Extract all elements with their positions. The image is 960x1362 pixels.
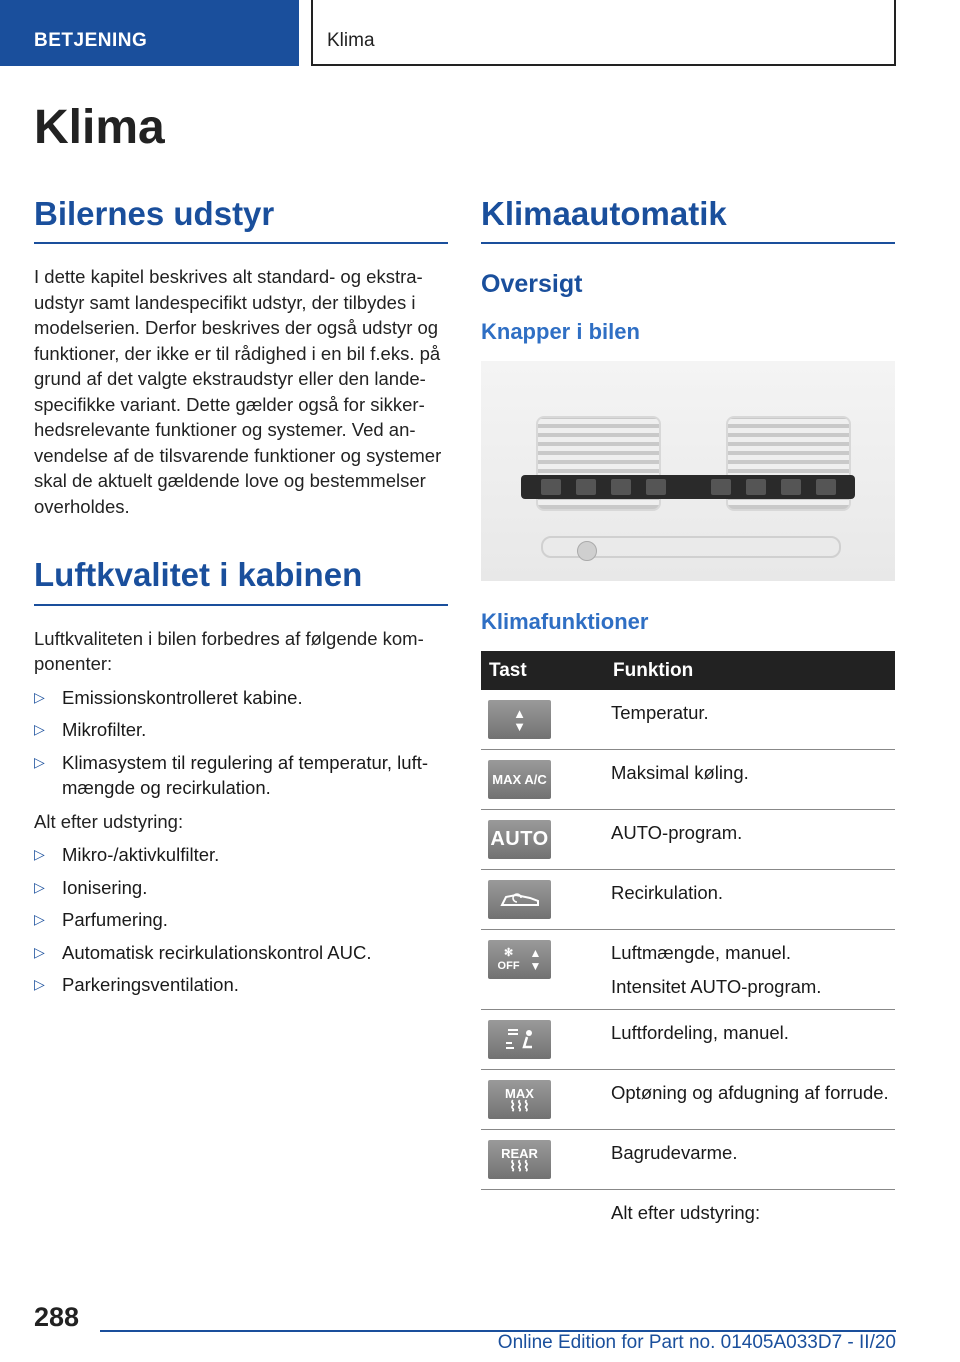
triangle-bullet-icon: ▷ [34, 878, 45, 895]
triangle-bullet-icon: ▷ [34, 721, 45, 738]
heading-bilernes-udstyr: Bilernes udstyr [34, 190, 448, 244]
rear-defrost-icon: REAR ⌇⌇⌇ [488, 1140, 551, 1179]
left-column [34, 190, 448, 1006]
table-row: AUTO AUTO-program. [481, 810, 895, 870]
heading-klimaautomatik: Klimaautomatik [481, 190, 895, 244]
triangle-bullet-icon: ▷ [34, 976, 45, 993]
intro-paragraph: I dette kapitel beskrives alt standard- og ekstraudstyr samt landespecifikt udstyr, der tilbydes i modelserien. Derfor beskrives der også udstyr og funktioner, der ikke er til rådighed i en bil f.eks. på grund af det valgte ekstraudstyr eller den landespecifikke variant. Dette gælder også for sikkerhedsrelevante funktioner og systemer. Ved anvendelse af de tilsvarende funktioner og systemer skal de aktuelt gældende love og bestemmelser overholdes. [34, 266, 442, 517]
list-item: ▷ Mikro-/aktivkulfilter. [34, 842, 448, 868]
function-table [481, 651, 895, 1236]
page-header [0, 0, 960, 66]
temperature-arrows-icon: ▲ ▼ [488, 700, 551, 739]
recirculation-icon [488, 880, 551, 919]
table-row: Alt efter udstyring: [611, 1202, 761, 1224]
panel-button [541, 479, 561, 495]
triangle-bullet-icon: ▷ [34, 911, 45, 928]
optional-list [34, 842, 448, 998]
max-ac-icon: MAX A/C [488, 760, 551, 799]
chapter-tab: Klima [311, 0, 896, 66]
panel-button [646, 479, 666, 495]
column-header-funktion: Funktion [611, 651, 895, 690]
triangle-bullet-icon: ▷ [34, 846, 45, 863]
page-number: 288 [34, 1302, 80, 1332]
column-header-tast: Tast [481, 651, 611, 690]
volume-knob [577, 541, 597, 561]
list-item: ▷ Automatisk recirkulationskontrol AUC. [34, 940, 448, 966]
table-row: REAR ⌇⌇⌇ Bagrudevarme. [481, 1130, 895, 1190]
list-item: ▷ Klimasystem til regulering af temperatur, luftmængde og recirkulation. [34, 751, 429, 799]
table-row: MAX A/C Maksimal køling. [481, 750, 895, 810]
heading-knapper: Knapper i bilen [481, 319, 640, 345]
triangle-bullet-icon: ▷ [34, 753, 45, 770]
heading-luftkvalitet: Luftkvalitet i kabinen [34, 551, 448, 605]
table-row: Recirkulation. [481, 870, 895, 930]
list-item: ▷ Emissionskontrolleret kabine. [34, 685, 448, 711]
depends-label: Alt efter udstyring: [34, 810, 184, 832]
list-item: ▷ Ionisering. [34, 875, 448, 901]
panel-button [816, 479, 836, 495]
panel-button [711, 479, 731, 495]
heading-klimafunktioner: Klimafunktioner [481, 609, 649, 635]
control-panel [521, 475, 855, 499]
right-column [481, 190, 895, 1236]
table-row: MAX ⌇⌇⌇ Optøning og afdugning af forrude. [481, 1070, 895, 1130]
panel-button [746, 479, 766, 495]
table-row: ▲ ▼ Temperatur. [481, 690, 895, 750]
air-quality-intro: Luftkvaliteten i bilen forbedres af følgende komponenter: [34, 627, 424, 675]
triangle-bullet-icon: ▷ [34, 943, 45, 960]
max-defrost-icon: MAX ⌇⌇⌇ [488, 1080, 551, 1119]
air-distribution-icon [488, 1020, 551, 1059]
list-item: ▷ Parfumering. [34, 907, 448, 933]
page-title: Klima [34, 101, 165, 154]
panel-button [611, 479, 631, 495]
component-list [34, 685, 448, 801]
auto-icon: AUTO [488, 820, 551, 859]
panel-button [781, 479, 801, 495]
climate-panel-photo [481, 361, 895, 581]
section-tab: BETJENING [0, 0, 299, 66]
heading-oversigt: Oversigt [481, 270, 583, 299]
list-item: ▷ Parkeringsventilation. [34, 972, 448, 998]
panel-button [576, 479, 596, 495]
triangle-bullet-icon: ▷ [34, 688, 45, 705]
fan-off-icon: ✻ OFF ▲ ▼ [488, 940, 551, 979]
table-row: ✻ OFF ▲ ▼ Luftmængde, manuel. Intensitet AUTO-program. [481, 930, 895, 1010]
list-item: ▷ Mikrofilter. [34, 717, 448, 743]
edition-text: Online Edition for Part no. 01405A033D7 - II/20 [497, 1332, 896, 1353]
table-row: Luftfordeling, manuel. [481, 1010, 895, 1070]
